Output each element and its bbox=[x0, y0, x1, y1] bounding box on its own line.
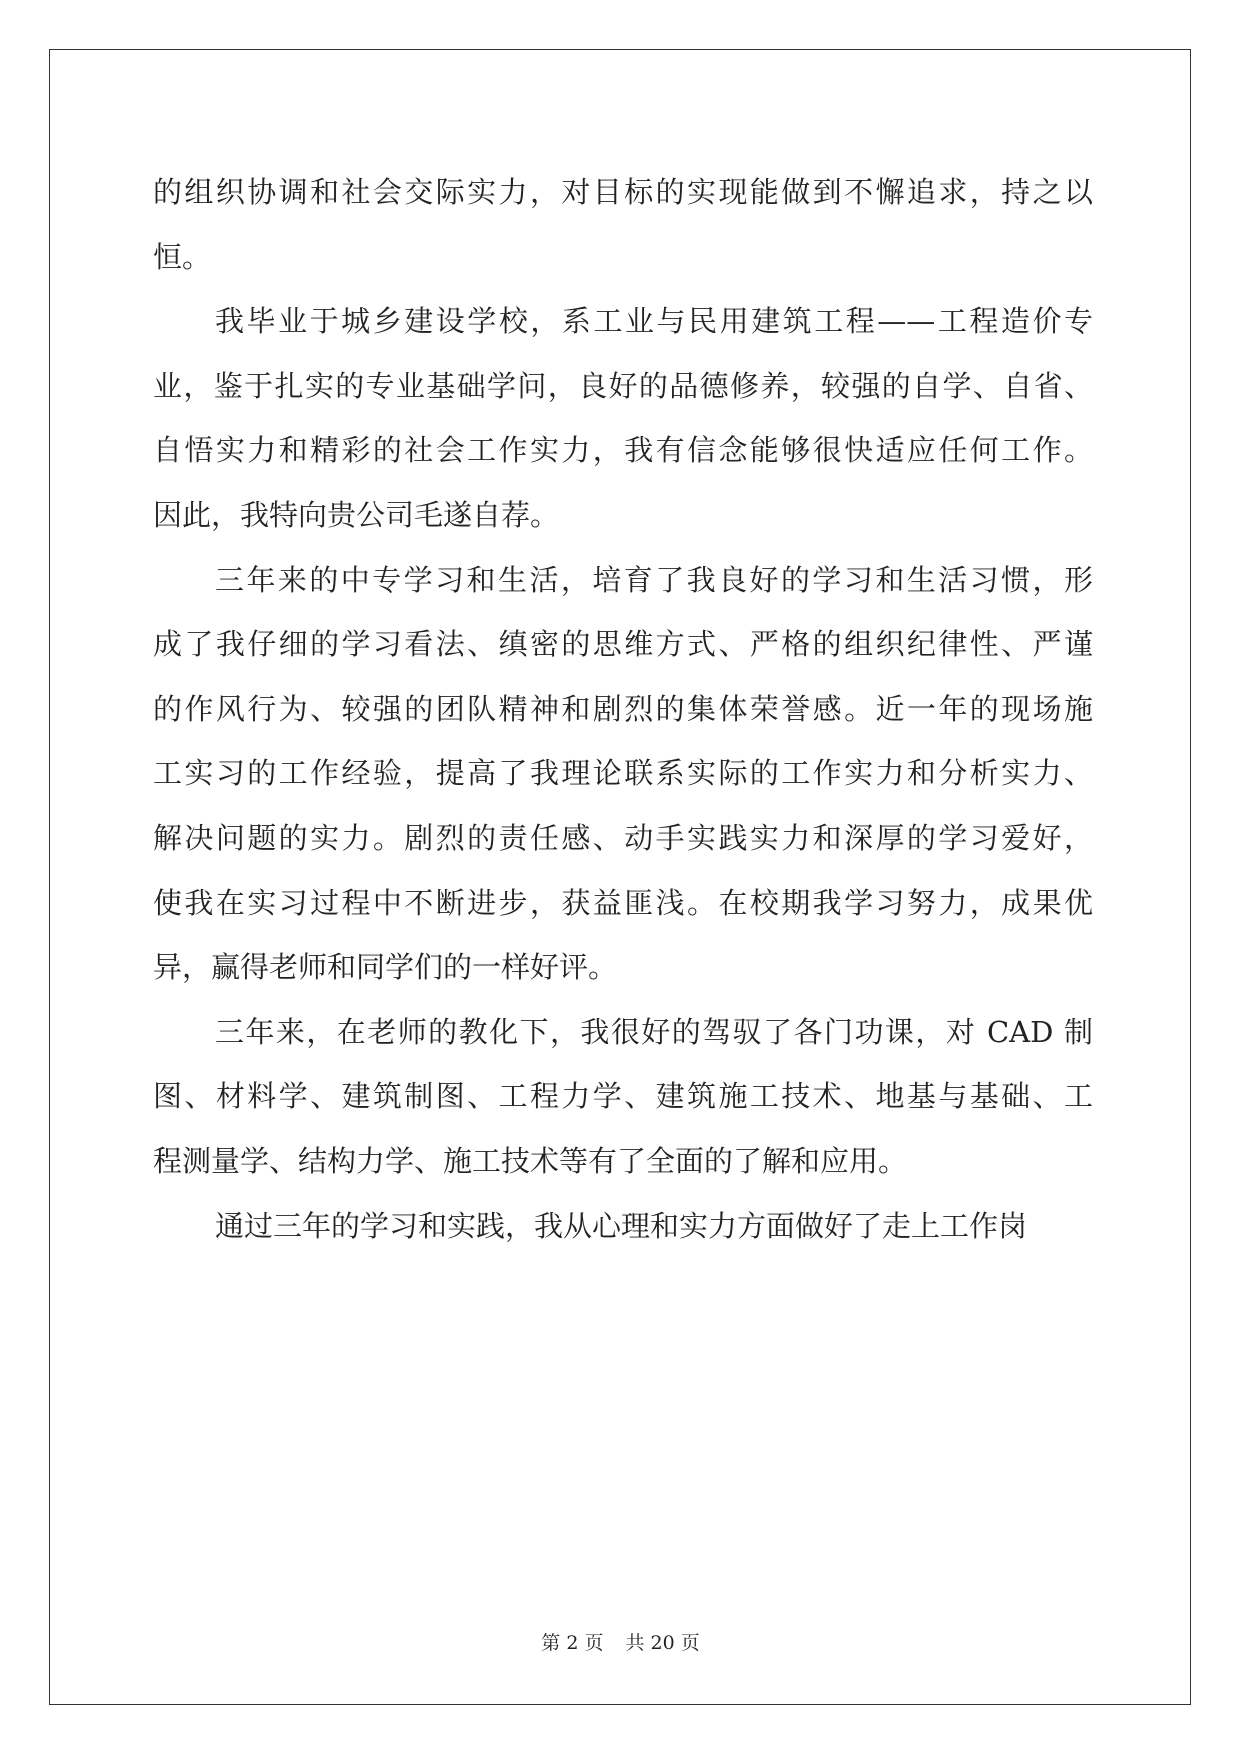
paragraph bbox=[153, 548, 1093, 1000]
text-line: 自悟实力和精彩的社会工作实力，我有信念能够很快适应任何工作。 bbox=[153, 433, 1093, 468]
paragraph bbox=[153, 160, 1093, 289]
paragraph bbox=[153, 1000, 1093, 1194]
text-line: 因此，我特向贵公司毛遂自荐。 bbox=[153, 497, 560, 532]
page-footer bbox=[0, 1628, 1241, 1655]
page-total: 共 20 页 bbox=[625, 1632, 700, 1654]
paragraph bbox=[153, 1194, 1093, 1259]
text-line: 业，鉴于扎实的专业基础学问，良好的品德修养，较强的自学、自省、 bbox=[153, 368, 1093, 403]
text-line: 异，赢得老师和同学们的一样好评。 bbox=[153, 950, 618, 985]
document-body bbox=[153, 160, 1093, 1258]
text-line: 我毕业于城乡建设学校，系工业与民用建筑工程——工程造价专 bbox=[215, 304, 1093, 339]
page-number: 第 2 页 bbox=[541, 1632, 604, 1654]
text-line: 工实习的工作经验，提高了我理论联系实际的工作实力和分析实力、 bbox=[153, 756, 1093, 791]
text-line: 三年来的中专学习和生活，培育了我良好的学习和生活习惯，形 bbox=[215, 562, 1093, 597]
text-line: 的组织协调和社会交际实力，对目标的实现能做到不懈追求，持之以 bbox=[153, 175, 1093, 209]
text-line: 图、材料学、建筑制图、工程力学、建筑施工技术、地基与基础、工 bbox=[153, 1079, 1093, 1114]
text-line: 解决问题的实力。剧烈的责任感、动手实践实力和深厚的学习爱好， bbox=[153, 820, 1093, 855]
text-line: 通过三年的学习和实践，我从心理和实力方面做好了走上工作岗 bbox=[215, 1208, 1028, 1243]
paragraph bbox=[153, 289, 1093, 547]
text-line: 的作风行为、较强的团队精神和剧烈的集体荣誉感。近一年的现场施 bbox=[153, 691, 1093, 726]
text-line: 三年来，在老师的教化下，我很好的驾驭了各门功课，对 CAD 制 bbox=[215, 1014, 1093, 1049]
text-line: 恒。 bbox=[153, 239, 212, 274]
text-line: 程测量学、结构力学、施工技术等有了全面的了解和应用。 bbox=[153, 1143, 908, 1178]
text-line: 成了我仔细的学习看法、缜密的思维方式、严格的组织纪律性、严谨 bbox=[153, 627, 1093, 662]
text-line: 使我在实习过程中不断进步，获益匪浅。在校期我学习努力，成果优 bbox=[153, 885, 1093, 920]
